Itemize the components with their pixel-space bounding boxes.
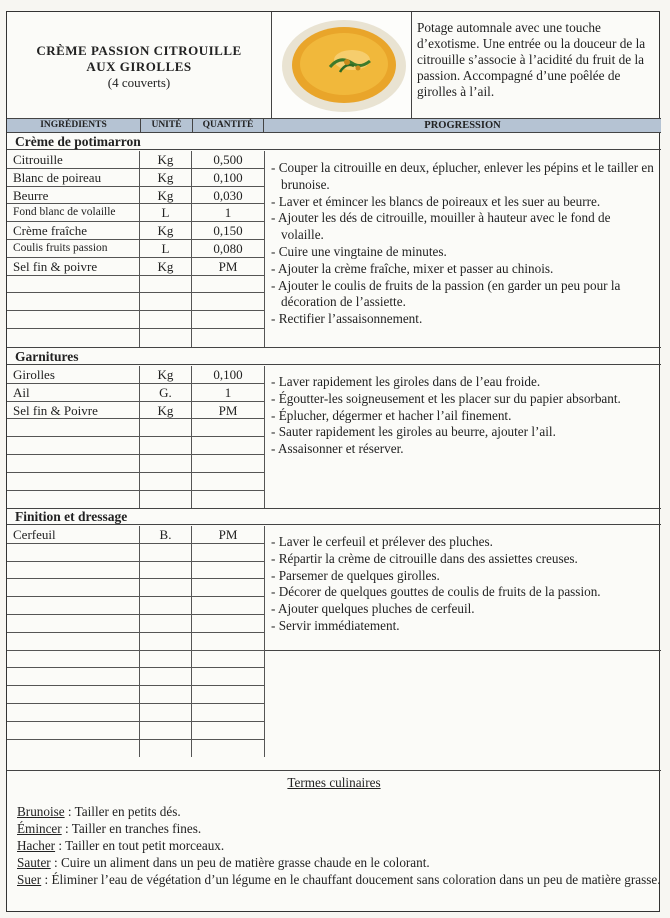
step-item: - Ajouter quelques pluches de cerfeuil. xyxy=(271,601,475,617)
steps-finition xyxy=(271,534,660,635)
quantity-cell: 0,500 xyxy=(192,151,265,168)
ingredient-cell xyxy=(7,704,140,721)
table-row xyxy=(7,187,265,205)
section-title-creme: Crème de potimarron xyxy=(7,133,661,150)
unit-cell xyxy=(140,276,192,293)
term-word: Hacher xyxy=(17,838,56,853)
ingredient-cell xyxy=(7,722,140,739)
table-row xyxy=(7,276,265,294)
unit-cell: Kg xyxy=(140,402,192,419)
step-item: - Ajouter les dés de citrouille, mouiller à hauteur avec le fond de volaille. xyxy=(271,210,611,243)
table-row xyxy=(7,597,265,615)
term-definition: : Tailler en petits dés. xyxy=(64,804,181,819)
table-row xyxy=(7,686,265,704)
glossary-term xyxy=(7,820,661,837)
title-block xyxy=(7,12,272,118)
table-row xyxy=(7,526,265,544)
progression-divider xyxy=(265,650,661,651)
unit-cell xyxy=(140,633,192,650)
quantity-cell xyxy=(192,473,265,490)
table-row xyxy=(7,615,265,633)
ingredient-cell xyxy=(7,597,140,614)
ingredient-cell xyxy=(7,686,140,703)
steps-creme xyxy=(271,160,658,328)
section-title-garnitures: Garnitures xyxy=(7,348,661,365)
table-row xyxy=(7,579,265,597)
ingredient-cell: Girolles xyxy=(7,366,140,383)
table-row xyxy=(7,384,265,402)
ingredient-cell xyxy=(7,437,140,454)
ingredient-cell xyxy=(7,276,140,293)
unit-cell: Kg xyxy=(140,258,192,275)
quantity-cell xyxy=(192,329,265,347)
glossary-term xyxy=(7,854,661,871)
ingredient-cell xyxy=(7,311,140,328)
quantity-cell: 0,150 xyxy=(192,222,265,239)
ingredient-cell xyxy=(7,419,140,436)
col-header-progression: PROGRESSION xyxy=(264,118,661,133)
table-row xyxy=(7,151,265,169)
glossary-term xyxy=(7,837,661,854)
unit-cell xyxy=(140,597,192,614)
step-item: - Parsemer de quelques girolles. xyxy=(271,567,440,583)
quantity-cell xyxy=(192,562,265,579)
col-header-quantity: QUANTITÉ xyxy=(193,118,264,133)
table-row xyxy=(7,633,265,651)
quantity-cell xyxy=(192,276,265,293)
quantity-cell xyxy=(192,579,265,596)
quantity-cell xyxy=(192,455,265,472)
ingredient-cell: Beurre xyxy=(7,187,140,204)
ingredient-cell: Cerfeuil xyxy=(7,526,140,543)
ingredient-cell xyxy=(7,562,140,579)
unit-cell xyxy=(140,473,192,490)
unit-cell: L xyxy=(140,204,192,221)
unit-cell xyxy=(140,579,192,596)
unit-cell xyxy=(140,668,192,685)
quantity-cell xyxy=(192,722,265,739)
steps-garnitures xyxy=(271,374,658,458)
table-row xyxy=(7,329,265,347)
quantity-cell xyxy=(192,419,265,436)
ingredient-cell xyxy=(7,329,140,347)
quantity-cell: 0,100 xyxy=(192,366,265,383)
soup-bowl-image xyxy=(272,12,412,118)
table-row xyxy=(7,544,265,562)
step-item: - Décorer de quelques gouttes de coulis de fruits de la passion. xyxy=(271,584,601,600)
table-row xyxy=(7,562,265,580)
ingredient-cell: Fond blanc de volaille xyxy=(7,204,140,221)
quantity-cell xyxy=(192,686,265,703)
table-row xyxy=(7,455,265,473)
term-word: Émincer xyxy=(17,821,62,836)
ingredient-cell: Sel fin & Poivre xyxy=(7,402,140,419)
recipe-title-line2: AUX GIROLLES xyxy=(86,59,192,74)
ingredients-table-garnitures xyxy=(7,366,265,508)
col-header-unit: UNITÉ xyxy=(141,118,193,133)
table-row xyxy=(7,704,265,722)
unit-cell xyxy=(140,311,192,328)
quantity-cell xyxy=(192,633,265,650)
table-row xyxy=(7,222,265,240)
ingredient-cell: Crème fraîche xyxy=(7,222,140,239)
term-word: Sauter xyxy=(17,855,51,870)
ingredient-cell xyxy=(7,293,140,310)
quantity-cell xyxy=(192,544,265,561)
step-item: - Égoutter-les soigneusement et les placer sur du papier absorbant. xyxy=(271,390,621,406)
step-item: - Cuire une vingtaine de minutes. xyxy=(271,243,447,259)
quantity-cell xyxy=(192,597,265,614)
quantity-cell: 1 xyxy=(192,384,265,401)
unit-cell xyxy=(140,562,192,579)
glossary-term xyxy=(7,803,661,820)
section-title-finition: Finition et dressage xyxy=(7,509,661,525)
table-row xyxy=(7,293,265,311)
glossary-term xyxy=(7,871,661,888)
quantity-cell xyxy=(192,311,265,328)
step-item: - Sauter rapidement les giroles au beurre, ajouter l’ail. xyxy=(271,424,556,440)
quantity-cell xyxy=(192,668,265,685)
table-row xyxy=(7,491,265,509)
quantity-cell: 1 xyxy=(192,204,265,221)
step-item: - Couper la citrouille en deux, éplucher, enlever les pépins et le tailler en brunoise. xyxy=(271,160,654,192)
table-row xyxy=(7,473,265,491)
table-row xyxy=(7,668,265,686)
step-item: - Éplucher, dégermer et hacher l’ail finement. xyxy=(271,407,512,423)
quantity-cell: PM xyxy=(192,402,265,419)
table-row xyxy=(7,366,265,384)
ingredient-cell xyxy=(7,740,140,758)
col-header-ingredients: INGRÉDIENTS xyxy=(7,118,141,133)
table-row xyxy=(7,722,265,740)
quantity-cell: PM xyxy=(192,258,265,275)
table-row xyxy=(7,437,265,455)
ingredient-cell xyxy=(7,473,140,490)
quantity-cell: 0,100 xyxy=(192,169,265,186)
quantity-cell xyxy=(192,651,265,668)
unit-cell xyxy=(140,615,192,632)
ingredient-cell xyxy=(7,651,140,668)
table-row xyxy=(7,258,265,276)
table-row xyxy=(7,402,265,420)
table-row xyxy=(7,419,265,437)
servings-label: (4 couverts) xyxy=(107,75,171,90)
step-item: - Ajouter la crème fraîche, mixer et passer au chinois. xyxy=(271,260,554,276)
unit-cell xyxy=(140,651,192,668)
quantity-cell: PM xyxy=(192,526,265,543)
ingredient-cell: Sel fin & poivre xyxy=(7,258,140,275)
recipe-sheet xyxy=(6,11,660,912)
term-definition: : Tailler en tout petit morceaux. xyxy=(55,838,225,853)
unit-cell xyxy=(140,722,192,739)
ingredient-cell xyxy=(7,579,140,596)
table-row xyxy=(7,240,265,258)
ingredient-cell xyxy=(7,633,140,650)
quantity-cell xyxy=(192,491,265,509)
step-item: - Servir immédiatement. xyxy=(271,617,400,633)
term-word: Suer xyxy=(17,872,42,887)
quantity-cell xyxy=(192,615,265,632)
quantity-cell xyxy=(192,704,265,721)
term-word: Brunoise xyxy=(17,804,65,819)
unit-cell: Kg xyxy=(140,187,192,204)
quantity-cell xyxy=(192,437,265,454)
unit-cell xyxy=(140,455,192,472)
recipe-title-line1: CRÈME PASSION CITROUILLE xyxy=(36,43,242,58)
table-row xyxy=(7,204,265,222)
step-item: - Laver rapidement les giroles dans de l’eau froide. xyxy=(271,374,541,389)
unit-cell xyxy=(140,329,192,347)
ingredient-cell xyxy=(7,455,140,472)
ingredient-cell xyxy=(7,615,140,632)
term-definition: : Cuire un aliment dans un peu de matière grasse chaude en le colorant. xyxy=(50,855,430,870)
ingredient-cell: Blanc de poireau xyxy=(7,169,140,186)
recipe-description: Potage automnale avec une touche d’exotisme. Une entrée ou la douceur de la citrouille s’associe à l’acidité du fruit de la passion. Accompagné d’une poêlée de girolles à l’ail. xyxy=(417,20,646,99)
step-item: - Rectifier l’assaisonnement. xyxy=(271,311,423,327)
soup-photo xyxy=(272,12,412,118)
quantity-cell xyxy=(192,293,265,310)
unit-cell xyxy=(140,293,192,310)
step-item: - Ajouter le coulis de fruits de la passion (en garder un peu pour la décoration de l’assiette. xyxy=(271,277,621,310)
ingredient-cell: Ail xyxy=(7,384,140,401)
quantity-cell xyxy=(192,740,265,758)
term-definition: : Tailler en tranches fines. xyxy=(61,821,202,836)
unit-cell: Kg xyxy=(140,366,192,383)
unit-cell: Kg xyxy=(140,151,192,168)
term-definition: : Éliminer l’eau de végétation d’un légume en le chauffant doucement sans coloration dans un peu de matière grasse. xyxy=(41,872,661,887)
unit-cell: Kg xyxy=(140,169,192,186)
step-item: - Laver et émincer les blancs de poireaux et les suer au beurre. xyxy=(271,193,601,209)
table-row xyxy=(7,311,265,329)
step-item: - Répartir la crème de citrouille dans des assiettes creuses. xyxy=(271,550,578,566)
table-row xyxy=(7,169,265,187)
unit-cell xyxy=(140,544,192,561)
ingredients-table-creme xyxy=(7,151,265,347)
unit-cell xyxy=(140,740,192,758)
table-row xyxy=(7,651,265,669)
glossary-title: Termes culinaires xyxy=(287,775,381,790)
table-row xyxy=(7,740,265,758)
unit-cell: L xyxy=(140,240,192,257)
unit-cell: B. xyxy=(140,526,192,543)
quantity-cell: 0,030 xyxy=(192,187,265,204)
ingredient-cell: Citrouille xyxy=(7,151,140,168)
ingredients-table-finition xyxy=(7,526,265,757)
step-item: - Laver le cerfeuil et prélever des pluches. xyxy=(271,534,493,549)
ingredient-cell xyxy=(7,491,140,509)
culinary-terms xyxy=(7,771,661,888)
unit-cell xyxy=(140,704,192,721)
ingredient-cell: Coulis fruits passion xyxy=(7,240,140,257)
ingredient-cell xyxy=(7,544,140,561)
unit-cell xyxy=(140,686,192,703)
ingredient-cell xyxy=(7,668,140,685)
unit-cell: Kg xyxy=(140,222,192,239)
unit-cell xyxy=(140,437,192,454)
unit-cell: G. xyxy=(140,384,192,401)
quantity-cell: 0,080 xyxy=(192,240,265,257)
unit-cell xyxy=(140,491,192,509)
step-item: - Assaisonner et réserver. xyxy=(271,441,404,457)
unit-cell xyxy=(140,419,192,436)
